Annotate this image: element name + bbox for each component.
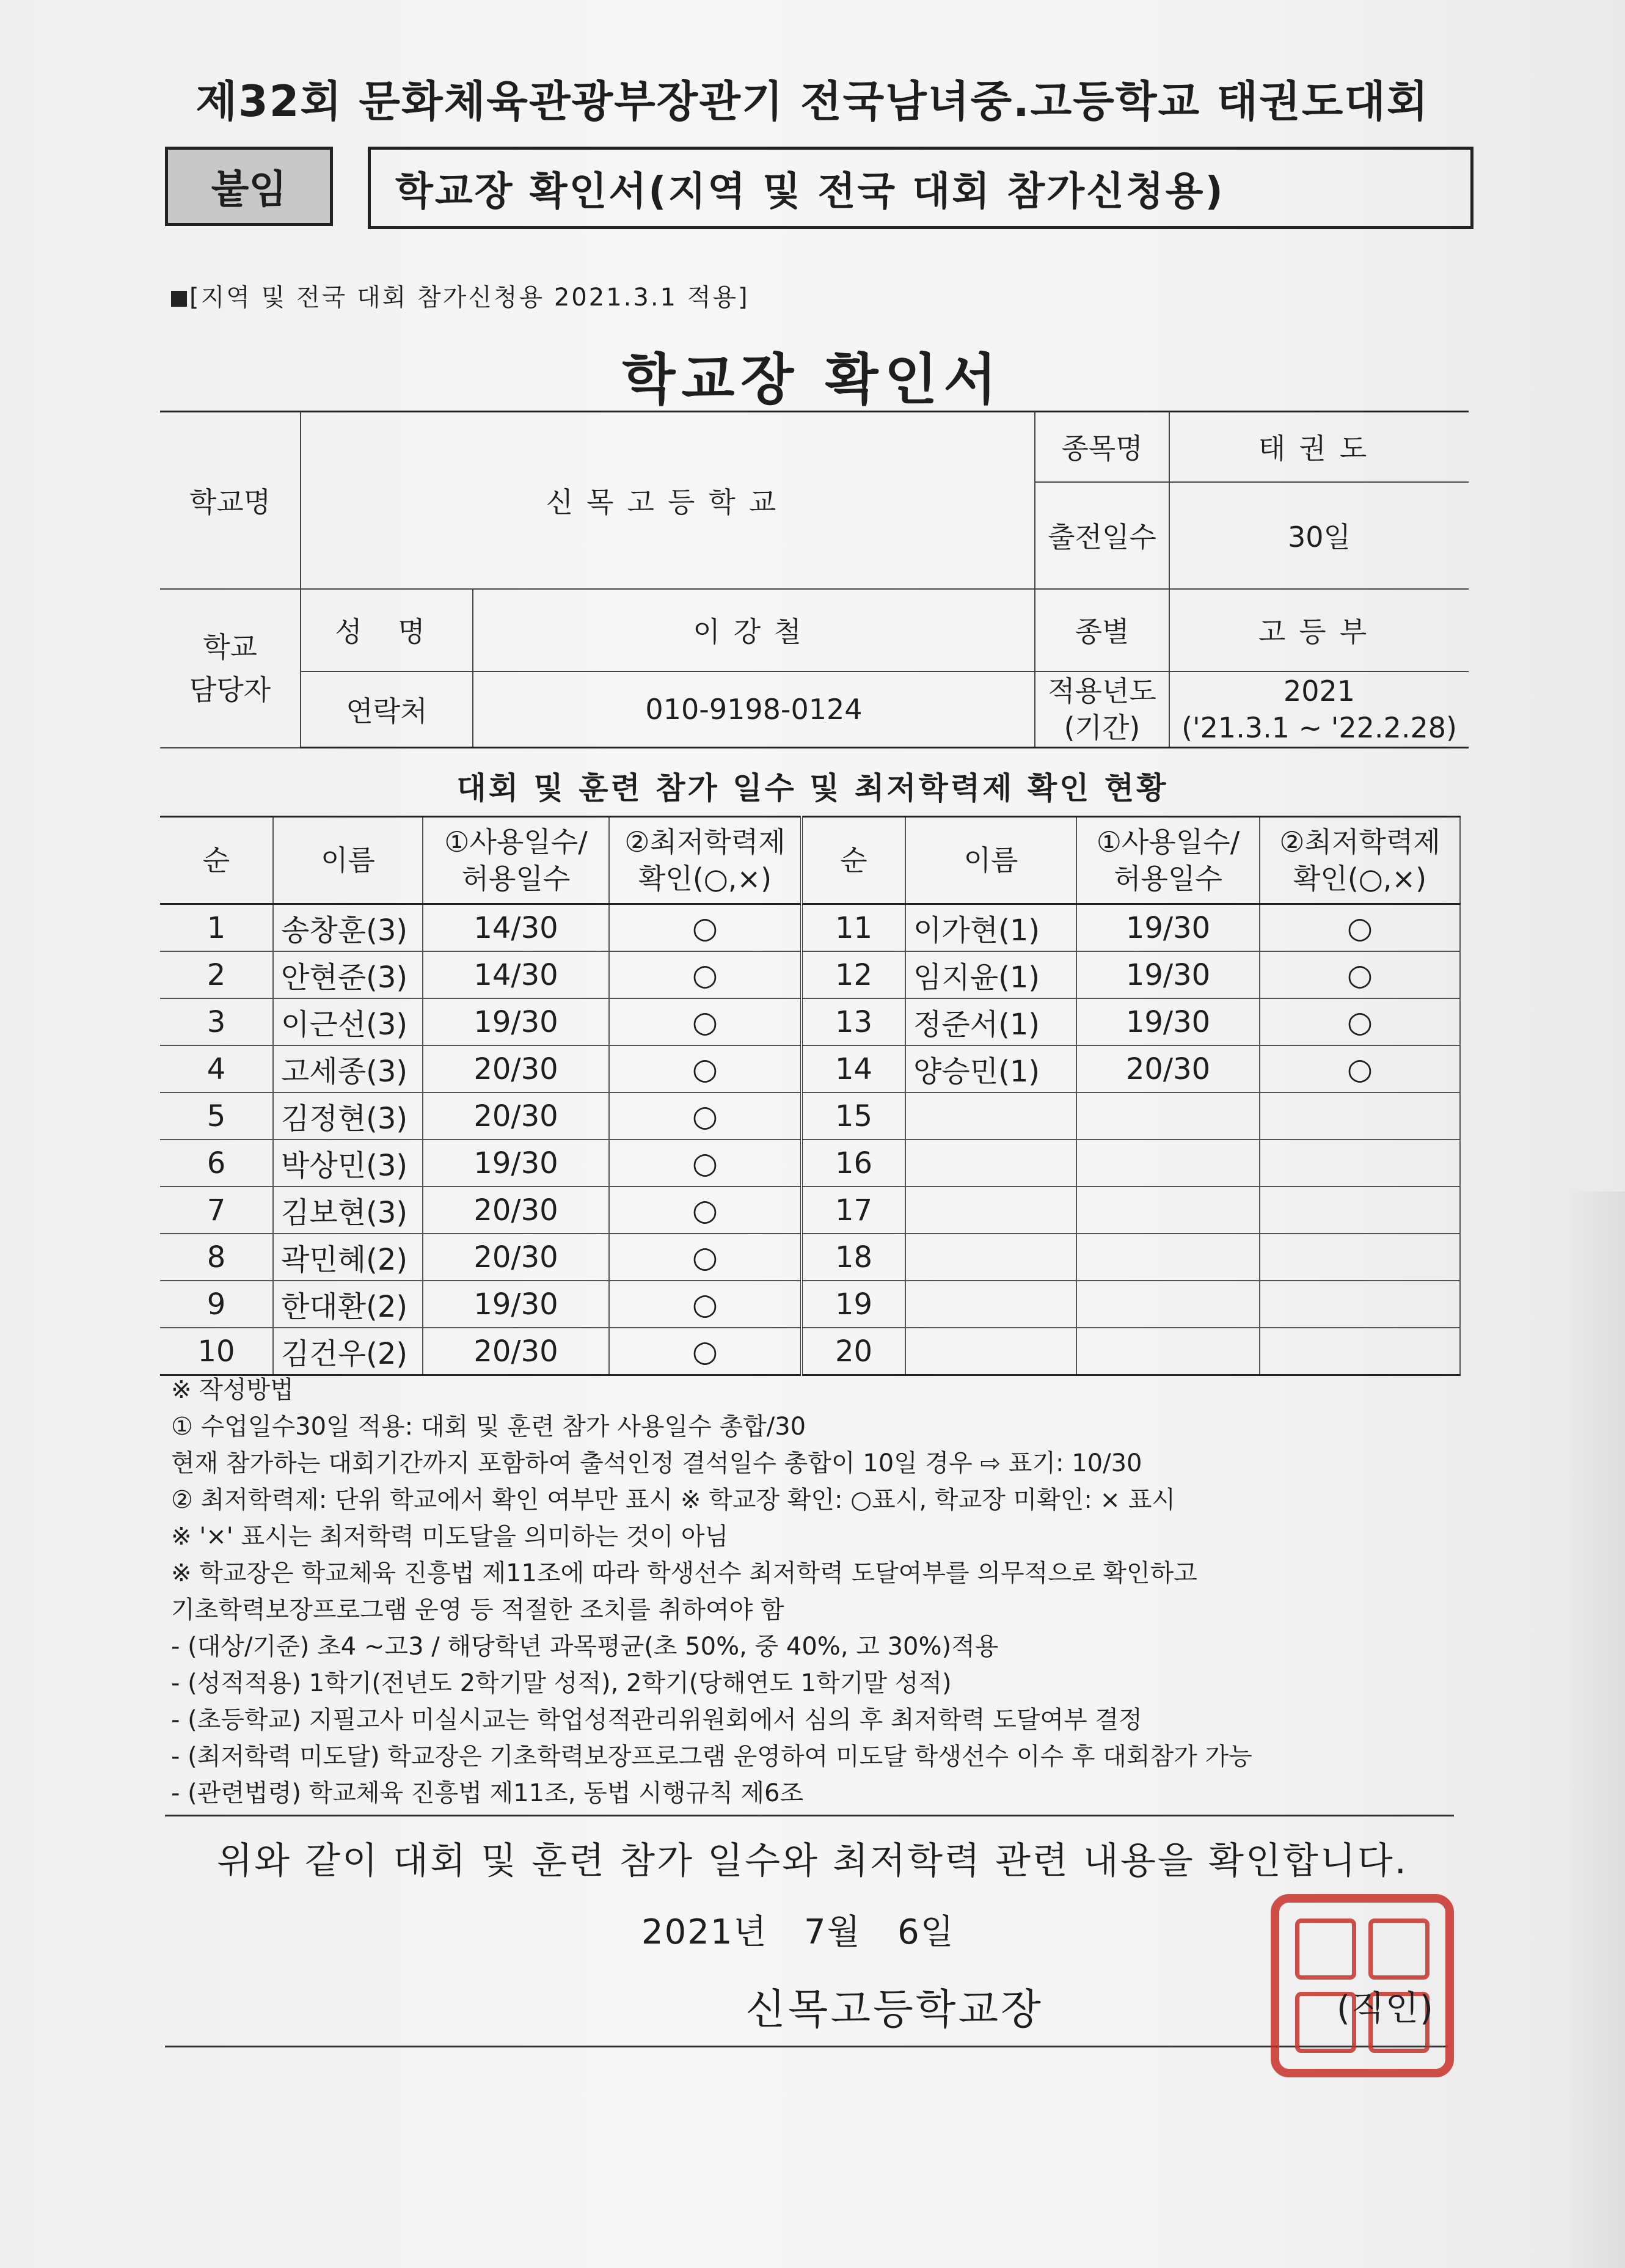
header-no: 순 xyxy=(802,817,905,904)
student-no: 14 xyxy=(802,1045,905,1092)
student-name: 이가현(1) xyxy=(905,904,1076,952)
table-row xyxy=(160,998,1460,1045)
square-bullet-icon xyxy=(171,291,187,307)
attachment-label: 붙임 xyxy=(165,147,333,226)
seal-mark: (직인) xyxy=(1337,1989,1434,2028)
student-no: 12 xyxy=(802,951,905,998)
student-days: 19/30 xyxy=(423,998,609,1045)
student-check xyxy=(1260,1234,1460,1281)
student-days xyxy=(1076,1139,1260,1187)
writing-instructions xyxy=(171,1372,1252,1812)
student-no: 18 xyxy=(802,1234,905,1281)
student-days xyxy=(1076,1328,1260,1375)
student-check: ○ xyxy=(609,1281,802,1328)
student-check: ○ xyxy=(609,1139,802,1187)
student-check: ○ xyxy=(1260,904,1460,952)
note-line: ※ 학교장은 학교체육 진흥법 제11조에 따라 학생선수 최저학력 도달여부를 의무적으로 확인하고 xyxy=(171,1559,1197,1587)
note-line: ※ 작성방법 xyxy=(171,1376,294,1404)
student-no: 16 xyxy=(802,1139,905,1187)
student-name xyxy=(905,1139,1076,1187)
name-value: 이강철 xyxy=(473,589,1035,671)
student-days xyxy=(1076,1187,1260,1234)
student-no: 7 xyxy=(160,1187,273,1234)
student-no: 13 xyxy=(802,998,905,1045)
table-row xyxy=(160,1139,1460,1187)
note-line: ※ '×' 표시는 최저학력 미도달을 의미하는 것이 아님 xyxy=(171,1523,729,1551)
division-value: 고등부 xyxy=(1169,589,1469,671)
student-no: 5 xyxy=(160,1092,273,1139)
student-check xyxy=(1260,1328,1460,1375)
student-days: 19/30 xyxy=(423,1281,609,1328)
student-no: 6 xyxy=(160,1139,273,1187)
seal-glyph xyxy=(1368,1919,1430,1980)
student-check: ○ xyxy=(1260,951,1460,998)
table-row xyxy=(160,951,1460,998)
student-check xyxy=(1260,1139,1460,1187)
header-days: ①사용일수/ 허용일수 xyxy=(423,817,609,904)
note-line: - (대상/기준) 초4 ~고3 / 해당학년 과목평균(초 50%, 중 40%, 고 30%)적용 xyxy=(171,1633,999,1661)
student-table xyxy=(160,816,1461,1376)
table-row xyxy=(160,904,1460,952)
student-check: ○ xyxy=(609,998,802,1045)
student-days xyxy=(1076,1092,1260,1139)
student-days: 20/30 xyxy=(1076,1045,1260,1092)
header-check: ②최저학력제 확인(○,×) xyxy=(609,817,802,904)
student-check xyxy=(1260,1092,1460,1139)
header-check: ②최저학력제 확인(○,×) xyxy=(1260,817,1460,904)
student-name xyxy=(905,1187,1076,1234)
student-days: 14/30 xyxy=(423,951,609,998)
table-row xyxy=(160,1092,1460,1139)
confirmation-statement: 위와 같이 대회 및 훈련 참가 일수와 최저학력 관련 내용을 확인합니다. xyxy=(217,1840,1408,1882)
student-days xyxy=(1076,1281,1260,1328)
student-no: 10 xyxy=(160,1328,273,1375)
student-check: ○ xyxy=(609,904,802,952)
student-no: 20 xyxy=(802,1328,905,1375)
student-name xyxy=(905,1092,1076,1139)
paper-fold-shadow xyxy=(1564,1191,1625,2268)
student-name: 양승민(1) xyxy=(905,1045,1076,1092)
student-no: 15 xyxy=(802,1092,905,1139)
student-check: ○ xyxy=(609,1234,802,1281)
days-label: 출전일수 xyxy=(1035,482,1169,589)
student-days: 20/30 xyxy=(423,1092,609,1139)
event-label: 종목명 xyxy=(1035,412,1169,482)
table-row xyxy=(160,1234,1460,1281)
section-title: 대회 및 훈련 참가 일수 및 최저학력제 확인 현황 xyxy=(456,770,1169,806)
student-name: 김정현(3) xyxy=(273,1092,423,1139)
name-label: 성 명 xyxy=(301,589,473,671)
student-check: ○ xyxy=(609,1187,802,1234)
student-days xyxy=(1076,1234,1260,1281)
divider xyxy=(165,2046,1448,2047)
seal-glyph xyxy=(1295,1919,1356,1980)
student-days: 20/30 xyxy=(423,1234,609,1281)
student-name xyxy=(905,1234,1076,1281)
header-name: 이름 xyxy=(273,817,423,904)
student-days: 20/30 xyxy=(423,1328,609,1375)
note-line: 현재 참가하는 대회기간까지 포함하여 출석인정 결석일수 총합이 10일 경우 ⇨ 표기: 10/30 xyxy=(171,1449,1142,1477)
student-no: 11 xyxy=(802,904,905,952)
student-name: 고세종(3) xyxy=(273,1045,423,1092)
student-no: 3 xyxy=(160,998,273,1045)
divider xyxy=(165,1815,1454,1816)
student-check: ○ xyxy=(1260,998,1460,1045)
student-name: 이근선(3) xyxy=(273,998,423,1045)
header-name: 이름 xyxy=(905,817,1076,904)
year-label: 적용년도 (기간) xyxy=(1035,671,1169,748)
principal-name: 신목고등학교장 xyxy=(745,1986,1043,2034)
header-no: 순 xyxy=(160,817,273,904)
table-row xyxy=(160,1045,1460,1092)
student-check: ○ xyxy=(609,1092,802,1139)
competition-title: 제32회 문화체육관광부장관기 전국남녀중.고등학교 태권도대회 xyxy=(195,76,1430,126)
division-label: 종별 xyxy=(1035,589,1169,671)
student-no: 9 xyxy=(160,1281,273,1328)
contact-label: 연락처 xyxy=(301,671,473,748)
student-days: 14/30 xyxy=(423,904,609,952)
issue-date: 2021년 7월 6일 xyxy=(641,1912,955,1952)
student-name: 한대환(2) xyxy=(273,1281,423,1328)
note-line: - (최저학력 미도달) 학교장은 기초학력보장프로그램 운영하여 미도달 학생선수 이수 후 대회참가 가능 xyxy=(171,1743,1252,1771)
school-info-table xyxy=(160,411,1469,748)
student-check xyxy=(1260,1187,1460,1234)
student-table-header xyxy=(160,817,1460,904)
table-row xyxy=(160,1328,1460,1375)
student-days: 19/30 xyxy=(1076,904,1260,952)
student-name: 송창훈(3) xyxy=(273,904,423,952)
student-check: ○ xyxy=(1260,1045,1460,1092)
days-value: 30일 xyxy=(1169,482,1469,589)
note-line: ① 수업일수30일 적용: 대회 및 훈련 참가 사용일수 총합/30 xyxy=(171,1413,806,1441)
event-value: 태권도 xyxy=(1169,412,1469,482)
student-name: 박상민(3) xyxy=(273,1139,423,1187)
student-check xyxy=(1260,1281,1460,1328)
student-name: 김건우(2) xyxy=(273,1328,423,1375)
document-title: 학교장 확인서 xyxy=(622,348,1003,412)
student-no: 4 xyxy=(160,1045,273,1092)
note-line: - (성적적용) 1학기(전년도 2학기말 성적), 2학기(당해연도 1학기말 성적) xyxy=(171,1669,952,1697)
note-line: - (초등학교) 지필고사 미실시교는 학업성적관리위원회에서 심의 후 최저학력 도달여부 결정 xyxy=(171,1706,1142,1734)
school-label: 학교명 xyxy=(160,412,301,589)
note-line: ② 최저학력제: 단위 학교에서 확인 여부만 표시 ※ 학교장 확인: ○표시, 학교장 미확인: × 표시 xyxy=(171,1486,1176,1514)
student-check: ○ xyxy=(609,1045,802,1092)
student-name: 안현준(3) xyxy=(273,951,423,998)
student-name: 임지윤(1) xyxy=(905,951,1076,998)
student-days: 19/30 xyxy=(423,1139,609,1187)
student-name: 정준서(1) xyxy=(905,998,1076,1045)
student-name: 김보현(3) xyxy=(273,1187,423,1234)
student-check: ○ xyxy=(609,951,802,998)
student-no: 17 xyxy=(802,1187,905,1234)
student-no: 2 xyxy=(160,951,273,998)
school-value: 신목고등학교 xyxy=(301,412,1035,589)
table-row xyxy=(160,1187,1460,1234)
contact-value: 010-9198-0124 xyxy=(473,671,1035,748)
header-days: ①사용일수/ 허용일수 xyxy=(1076,817,1260,904)
student-days: 19/30 xyxy=(1076,951,1260,998)
year-value: 2021 ('21.3.1 ~ '22.2.28) xyxy=(1169,671,1469,748)
student-no: 1 xyxy=(160,904,273,952)
student-name xyxy=(905,1328,1076,1375)
document-subtitle: 학교장 확인서(지역 및 전국 대회 참가신청용) xyxy=(368,147,1473,229)
student-days: 19/30 xyxy=(1076,998,1260,1045)
table-row xyxy=(160,1281,1460,1328)
note-line: - (관련법령) 학교체육 진흥법 제11조, 동법 시행규칙 제6조 xyxy=(171,1779,804,1807)
student-check: ○ xyxy=(609,1328,802,1375)
note-line: 기초학력보장프로그램 운영 등 적절한 조치를 취하여야 함 xyxy=(171,1596,784,1624)
staff-label: 학교 담당자 xyxy=(160,589,301,748)
apply-note: [지역 및 전국 대회 참가신청용 2021.3.1 적용] xyxy=(171,278,750,313)
student-name: 곽민혜(2) xyxy=(273,1234,423,1281)
student-no: 8 xyxy=(160,1234,273,1281)
student-no: 19 xyxy=(802,1281,905,1328)
student-name xyxy=(905,1281,1076,1328)
student-days: 20/30 xyxy=(423,1045,609,1092)
student-days: 20/30 xyxy=(423,1187,609,1234)
